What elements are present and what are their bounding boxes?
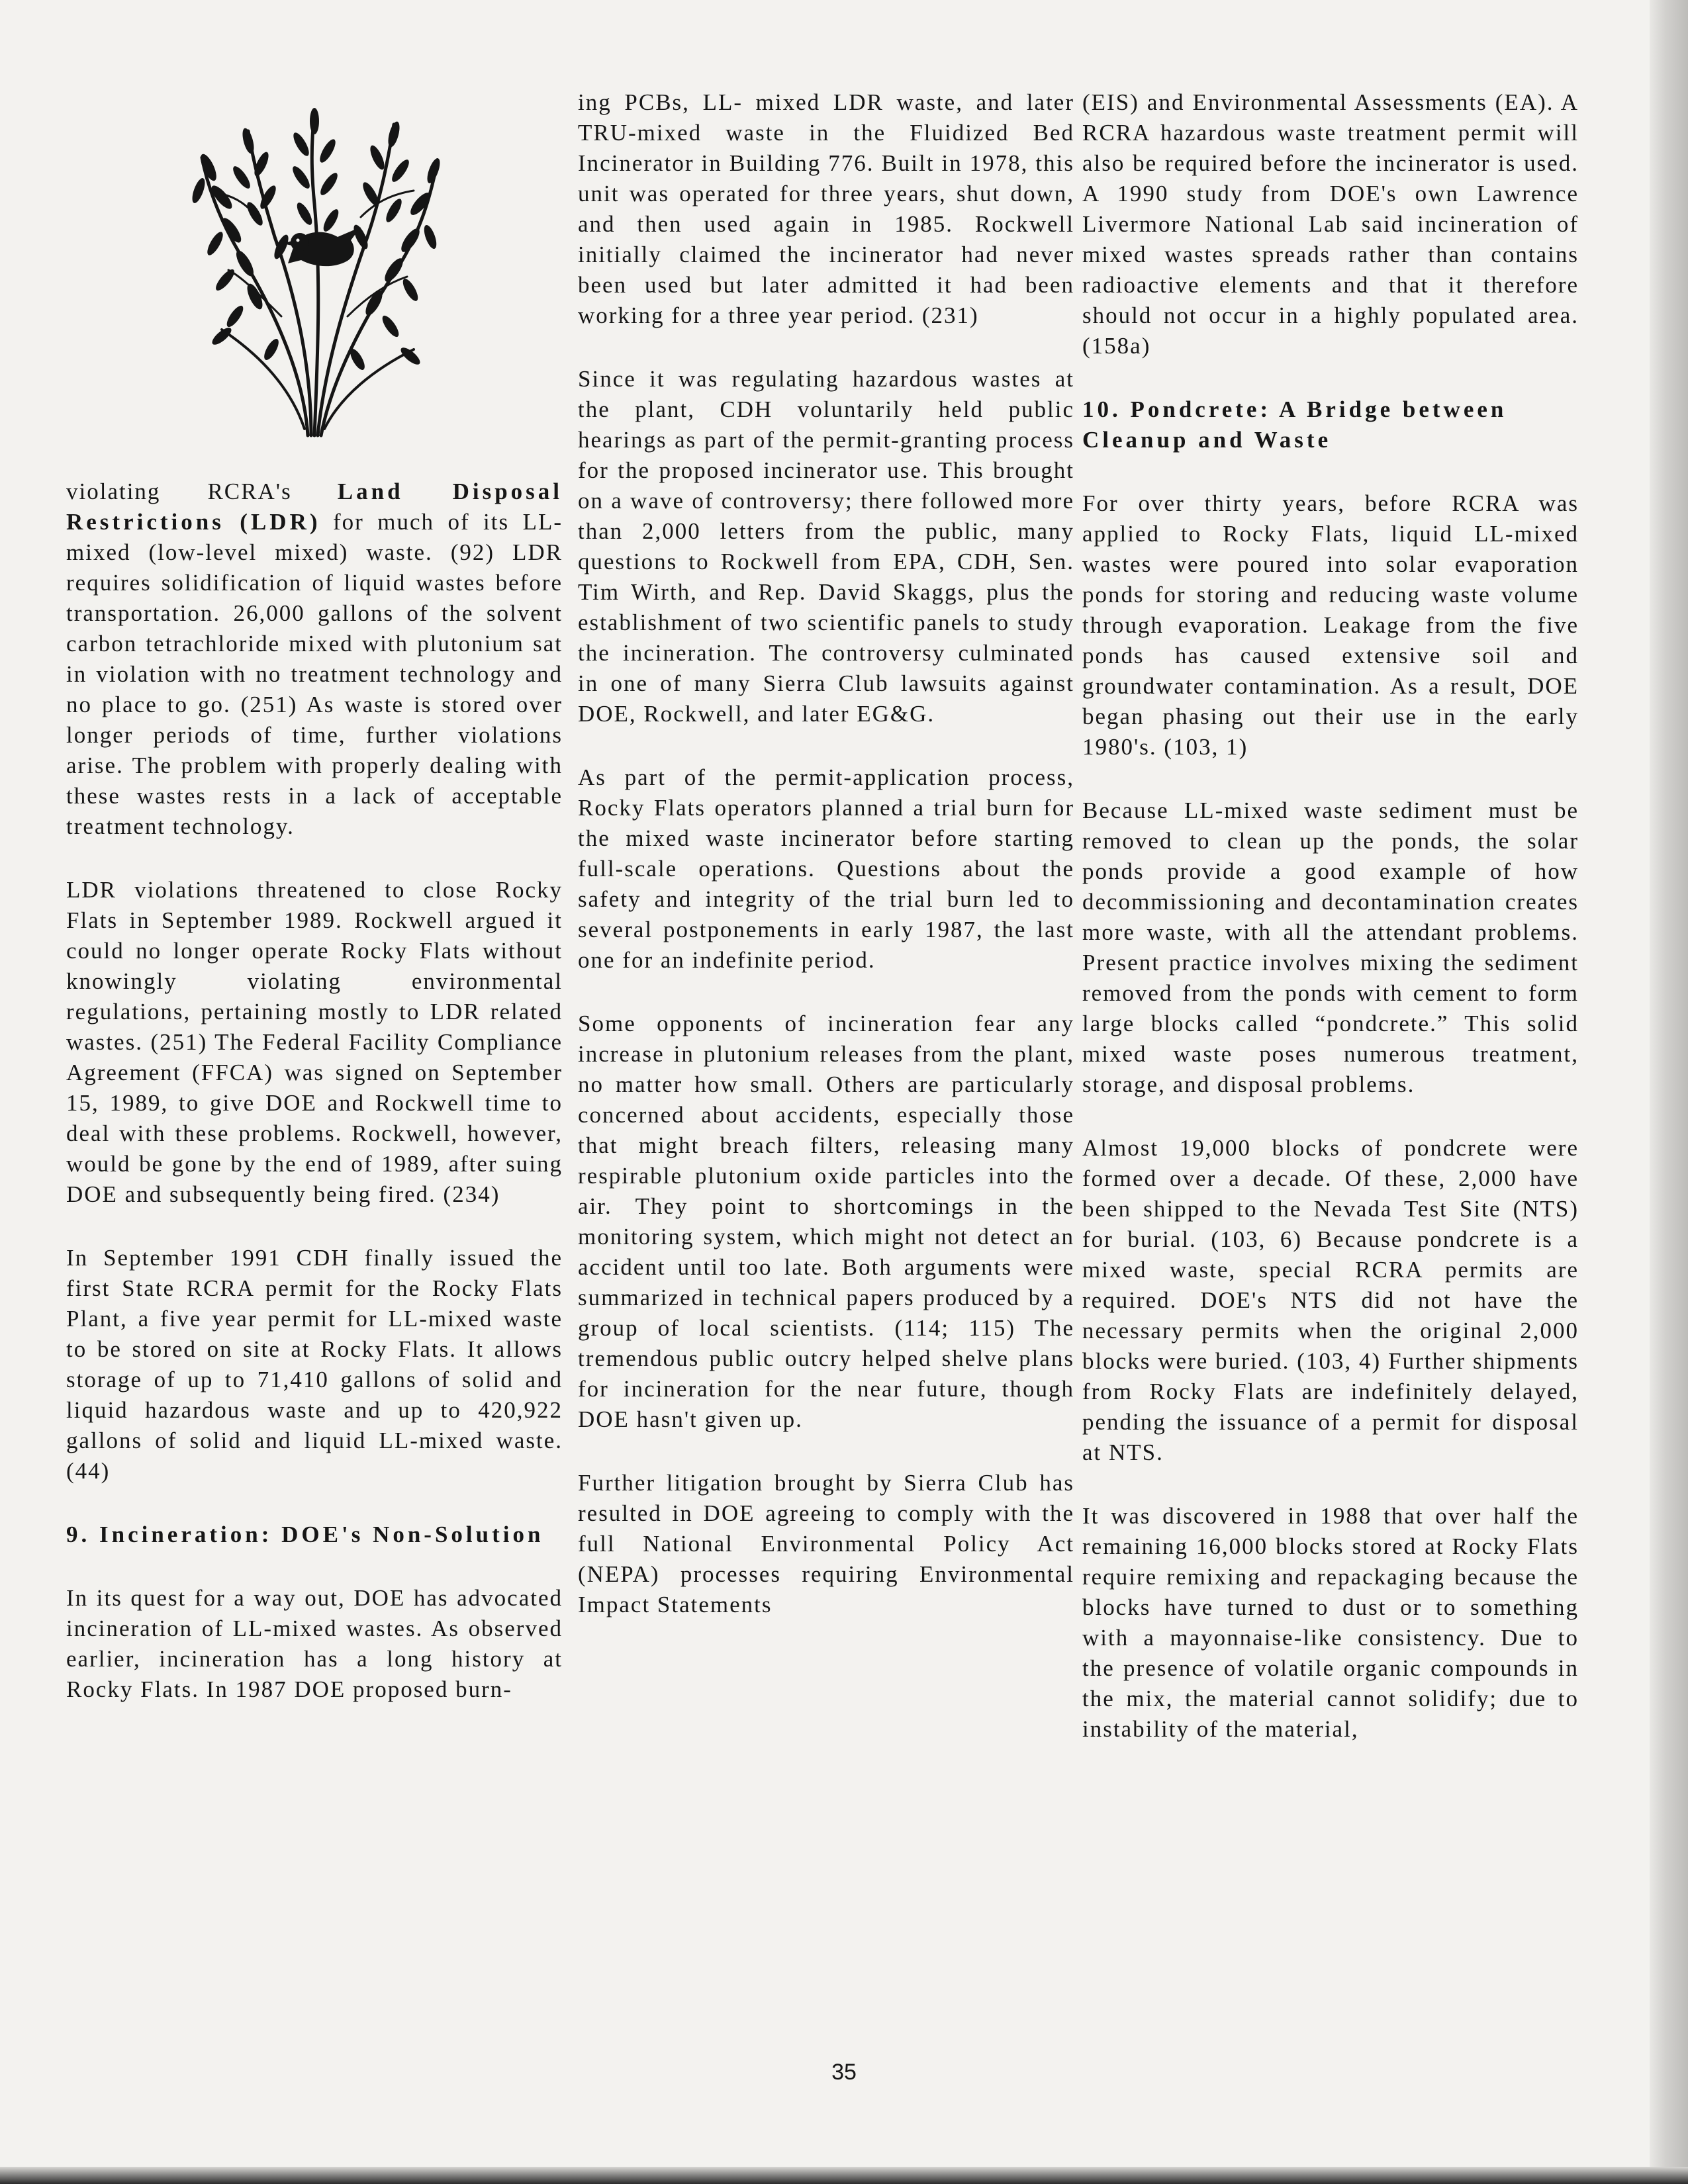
paragraph: Further litigation brought by Sierra Club has resulted in DOE agreeing to comply with the full National Environmental Policy Act (NEPA) processes requiring Environmental Impact Statements [578, 1470, 1074, 1617]
paragraph: As part of the permit-application process, Rocky Flats operators planned a trial burn for the mixed waste incinerator before starting full-scale operations. Questions about the safety and integrity of the trial burn led to several postponements in early 1987, the last one for an indefinite period. [578, 764, 1074, 973]
paragraph: violating RCRA's Land Disposal Restrictions (LDR) for much of its LL-mixed (low-level mixed) waste. (92) LDR requires solidification of liquid wastes before transportation. 26,000 gallons of the solvent carbon tetrachloride mixed with plutonium sat in violation with no treatment technology and no place to go. (251) As waste is stored over longer periods of time, further violations arise. The problem with properly dealing with these wastes rests in a lack of acceptable treatment technology. [66, 478, 563, 839]
page-number: 35 [831, 2060, 857, 2085]
paragraph: LDR violations threatened to close Rocky Flats in September 1989. Rockwell argued it could no longer operate Rocky Flats without knowingly violating environmental regulations, pertaining mostly to LDR related wastes. (251) The Federal Facility Compliance Agreement (FFCA) was signed on September 15, 1989, to give DOE and Rockwell time to deal with these problems. Rockwell, however, would be gone by the end of 1989, after suing DOE and subsequently being fired. (234) [66, 877, 563, 1207]
paragraph: (EIS) and Environmental Assessments (EA). A RCRA hazardous waste treatment permit will also be required before the incinerator is used. A 1990 study from DOE's own Lawrence Livermore National Lab said incineration of mixed wastes spreads rather than contains radioactive elements and that it therefore should not occur in a highly populated area. (158a) [1082, 89, 1579, 359]
bottom-edge-shadow [0, 2167, 1688, 2184]
paragraph: ing PCBs, LL- mixed LDR waste, and later TRU-mixed waste in the Fluidized Bed Incinerator in Building 776. Built in 1978, this unit was operated for three years, shut down, and then used again in 1985. Rockwell initially claimed the incinerator had never been used but later admitted it had been working for a three year period. (231) [578, 89, 1074, 328]
paragraph: Some opponents of incineration fear any increase in plutonium releases from the plant, no matter how small. Others are particularly concerned about accidents, especially those that might breach filters, releasing many respirable plutonium oxide particles into the air. They point to shortcomings in the monitoring system, which might not detect an accident until too late. Both arguments were summarized in technical papers produced by a group of local scientists. (114; 115) The tremendous public outcry helped shelve plans for incineration for the near future, though DOE hasn't given up. [578, 1011, 1074, 1432]
paragraph: It was discovered in 1988 that over half the remaining 16,000 blocks stored at Rocky Flats require remixing and repackaging because the blocks have turned to dust or to something with a mayonnaise-like consistency. Due to the presence of volatile organic compounds in the mix, the material cannot solidify; due to instability of the material, [1082, 1503, 1579, 1742]
column-2 [578, 0, 1074, 1653]
paragraph: In September 1991 CDH finally issued the first State RCRA permit for the Rocky Flats Plant, a five year permit for LL-mixed waste to be stored on site at Rocky Flats. It allows storage of up to 71,410 gallons of solid and liquid hazardous waste and up to 420,922 gallons of solid and liquid LL-mixed waste. (44) [66, 1245, 563, 1484]
column-3 [1082, 0, 1579, 1778]
term-land-disposal-restrictions: Land Disposal Restrictions (LDR) [66, 478, 563, 535]
section-heading-10: 10. Pondcrete: A Bridge between Cleanup and Waste [1082, 396, 1507, 453]
paragraph: In its quest for a way out, DOE has advocated incineration of LL-mixed wastes. As observed earlier, incineration has a long history at Rocky Flats. In 1987 DOE proposed burn- [66, 1585, 563, 1702]
section-heading-9: 9. Incineration: DOE's Non-Solution [66, 1522, 544, 1547]
paragraph: Because LL-mixed waste sediment must be removed to clean up the ponds, the solar ponds provide a good example of how decommissioning and decontamination creates more waste, with all the attendant problems. Present practice involves mixing the sediment removed from the ponds with cement to form large blocks called “pondcrete.” This solid mixed waste poses numerous treatment, storage, and disposal problems. [1082, 797, 1579, 1097]
paragraph: Almost 19,000 blocks of pondcrete were formed over a decade. Of these, 2,000 have been shipped to the Nevada Test Site (NTS) for burial. (103, 6) Because pondcrete is a mixed waste, special RCRA permits are required. DOE's NTS did not have the necessary permits when the original 2,000 blocks were buried. (103, 4) Further shipments from Rocky Flats are indefinitely delayed, pending the issuance of a permit for disposal at NTS. [1082, 1135, 1579, 1465]
page-edge-shadow [1650, 0, 1688, 2184]
paragraph: Since it was regulating hazardous wastes at the plant, CDH voluntarily held public hearings as part of the permit-granting process for the proposed incinerator use. This brought on a wave of controversy; there followed more than 2,000 letters from the public, many questions to Rockwell from EPA, CDH, Sen. Tim Wirth, and Rep. David Skaggs, plus the establishment of two scientific panels to study the incineration. The controversy culminated in one of many Sierra Club lawsuits against DOE, Rockwell, and later EG&G. [578, 366, 1074, 727]
column-1 [66, 0, 563, 1738]
paragraph: For over thirty years, before RCRA was applied to Rocky Flats, liquid LL-mixed wastes were poured into solar evaporation ponds for storing and reducing waste volume through evaporation. Leakage from the five ponds has caused extensive soil and groundwater contamination. As a result, DOE began phasing out their use in the early 1980's. (103, 1) [1082, 490, 1579, 760]
